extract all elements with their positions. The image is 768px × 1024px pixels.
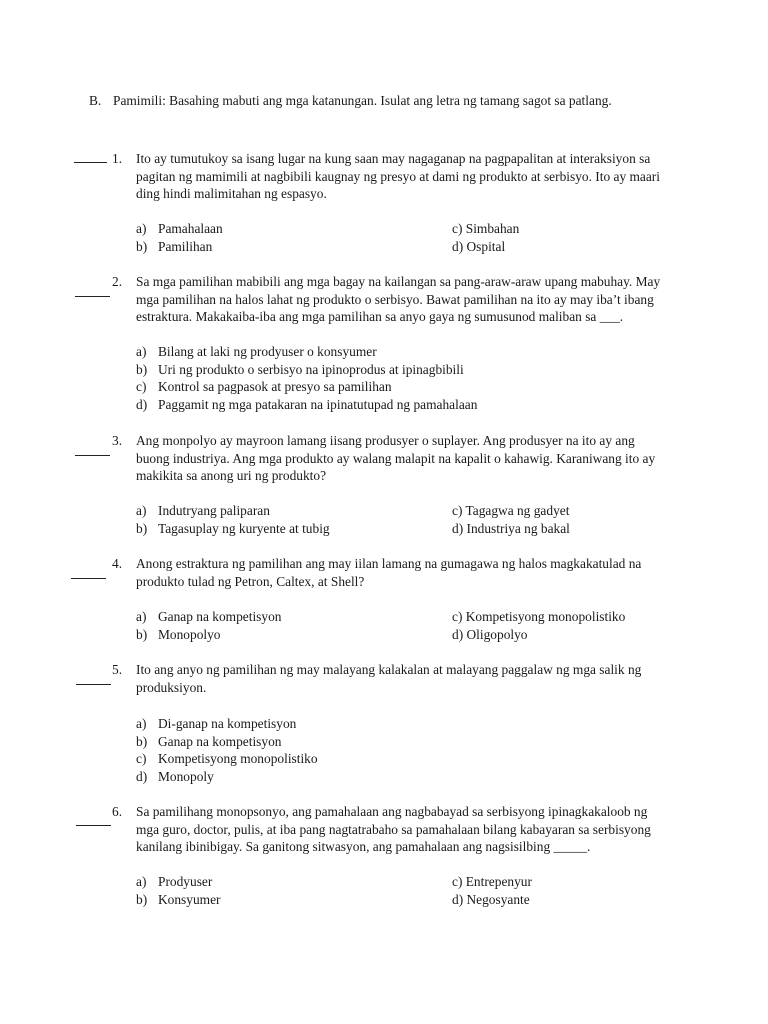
option-letter: a) — [136, 344, 147, 359]
option-text: Ganap na kompetisyon — [158, 609, 282, 624]
option-text: Ganap na kompetisyon — [158, 734, 282, 749]
option-letter: b) — [136, 362, 148, 377]
question-line: mga guro, doctor, pulis, at iba pang nagtatrabaho sa pamahalaan bilang kabayaran sa serbisyong — [136, 821, 651, 837]
section-instruction: Pamimili: Basahing mabuti ang mga katanungan. Isulat ang letra ng tamang sagot sa patlang. — [113, 93, 612, 108]
option-c — [452, 873, 532, 891]
answer-blank-1[interactable] — [74, 162, 107, 163]
option-text: Di-ganap na kompetisyon — [158, 716, 297, 731]
option-b — [136, 626, 221, 644]
option-d — [136, 768, 214, 786]
question-line: estraktura. Makakaiba-iba ang mga pamilihan sa anyo gaya ng sumusunod maliban sa ___. — [136, 309, 624, 325]
option-text: Kontrol sa pagpasok at presyo sa pamilihan — [158, 379, 392, 394]
option-text: Indutryang paliparan — [158, 503, 270, 518]
option-a — [136, 608, 281, 626]
question-number: 6. — [112, 804, 123, 819]
question-number: 2. — [112, 274, 123, 289]
option-letter: c) — [136, 751, 147, 766]
option-letter: b) — [136, 734, 148, 749]
option-text: d) Negosyante — [452, 892, 530, 907]
question-number: 1. — [112, 151, 123, 166]
option-letter: b) — [136, 521, 148, 536]
option-letter: d) — [136, 397, 148, 412]
option-text: c) Entrepenyur — [452, 874, 532, 889]
question-4-text — [136, 555, 641, 590]
option-a — [136, 502, 270, 520]
answer-blank-3[interactable] — [75, 455, 110, 456]
option-d — [452, 891, 530, 909]
question-line: Sa mga pamilihan mabibili ang mga bagay na kailangan sa pang-araw-araw upang mabuhay. May — [136, 274, 661, 289]
question-number: 5. — [112, 662, 123, 677]
option-letter: a) — [136, 874, 147, 889]
option-text: Pamilihan — [158, 239, 213, 254]
option-c — [452, 608, 625, 626]
question-1-text — [136, 150, 660, 203]
option-a — [136, 715, 296, 733]
answer-blank-2[interactable] — [75, 296, 110, 297]
option-text: d) Industriya ng bakal — [452, 521, 570, 536]
question-line: Anong estraktura ng pamilihan ang may iilan lamang na gumagawa ng halos magkakatulad na — [136, 556, 642, 571]
option-text: Tagasuplay ng kuryente at tubig — [158, 521, 330, 536]
option-letter: b) — [136, 892, 148, 907]
answer-blank-4[interactable] — [71, 578, 106, 579]
option-d — [452, 626, 528, 644]
question-line: Sa pamilihang monopsonyo, ang pamahalaan ang nagbabayad sa serbisyong ipinagkakaloob ng — [136, 804, 648, 819]
section-letter: B. — [89, 93, 102, 108]
question-line: makikita sa anong uri ng produkto? — [136, 468, 327, 484]
option-c — [136, 378, 392, 396]
question-line: produkto tulad ng Petron, Caltex, at Shell? — [136, 573, 365, 589]
question-line: Ito ang anyo ng pamilihan ng may malayang kalakalan at malayang paggalaw ng mga salik ng — [136, 662, 642, 677]
option-c — [452, 502, 569, 520]
option-c — [452, 220, 519, 238]
option-c — [136, 750, 318, 768]
option-text: c) Kompetisyong monopolistiko — [452, 609, 626, 624]
question-line: produksiyon. — [136, 679, 207, 695]
option-text: Uri ng produkto o serbisyo na ipinoprodus at ipinagbibili — [158, 362, 464, 377]
option-letter: a) — [136, 609, 147, 624]
option-text: Paggamit ng mga patakaran na ipinatutupad ng pamahalaan — [158, 397, 478, 412]
question-3-text — [136, 432, 655, 485]
option-d — [452, 520, 570, 538]
option-text: Konsyumer — [158, 892, 221, 907]
option-letter: a) — [136, 716, 147, 731]
option-text: d) Oligopolyo — [452, 627, 528, 642]
question-line: mga pamilihan na halos lahat ng produkto o serbisyo. Bawat pamilihan na ito ay may iba’t ibang — [136, 291, 654, 307]
option-a — [136, 220, 223, 238]
option-text: Kompetisyong monopolistiko — [158, 751, 318, 766]
option-letter: a) — [136, 503, 147, 518]
option-text: Monopoly — [158, 769, 214, 784]
section-heading — [89, 92, 612, 110]
answer-blank-6[interactable] — [76, 825, 111, 826]
question-line: Ang monpolyo ay mayroon lamang iisang produsyer o suplayer. Ang produsyer na ito ay ang — [136, 433, 635, 448]
option-b — [136, 238, 212, 256]
option-text: c) Simbahan — [452, 221, 520, 236]
option-text: Prodyuser — [158, 874, 213, 889]
option-d — [452, 238, 505, 256]
option-text: c) Tagagwa ng gadyet — [452, 503, 570, 518]
question-line: ding hindi malimitahan ng espasyo. — [136, 186, 327, 202]
option-b — [136, 733, 281, 751]
option-text: Pamahalaan — [158, 221, 223, 236]
option-letter: a) — [136, 221, 147, 236]
option-d — [136, 396, 477, 414]
option-b — [136, 891, 220, 909]
option-letter: b) — [136, 239, 148, 254]
option-letter: c) — [136, 379, 147, 394]
option-text: Bilang at laki ng prodyuser o konsyumer — [158, 344, 377, 359]
question-5-text — [136, 661, 641, 696]
question-2-text — [136, 273, 660, 326]
option-text: d) Ospital — [452, 239, 506, 254]
option-letter: d) — [136, 769, 148, 784]
option-b — [136, 361, 464, 379]
option-a — [136, 343, 377, 361]
question-line: kanilang ibinibigay. Sa ganitong sitwasyon, ang pamahalaan ang nagsisilbing _____. — [136, 839, 591, 855]
option-b — [136, 520, 330, 538]
question-number: 4. — [112, 556, 123, 571]
option-text: Monopolyo — [158, 627, 221, 642]
answer-blank-5[interactable] — [76, 684, 111, 685]
question-line: buong industriya. Ang mga produkto ay walang malapit na kapalit o kahawig. Karaniwang ito ay — [136, 450, 656, 466]
question-line: pagitan ng mamimili at nagbibili kaugnay ng presyo at dami ng produkto at serbisyo. Ito ay maari — [136, 168, 660, 184]
option-letter: b) — [136, 627, 148, 642]
question-line: Ito ay tumutukoy sa isang lugar na kung saan may nagaganap na pagpapalitan at interaksiyon sa — [136, 151, 651, 166]
question-number: 3. — [112, 433, 123, 448]
question-6-text — [136, 803, 651, 856]
option-a — [136, 873, 212, 891]
